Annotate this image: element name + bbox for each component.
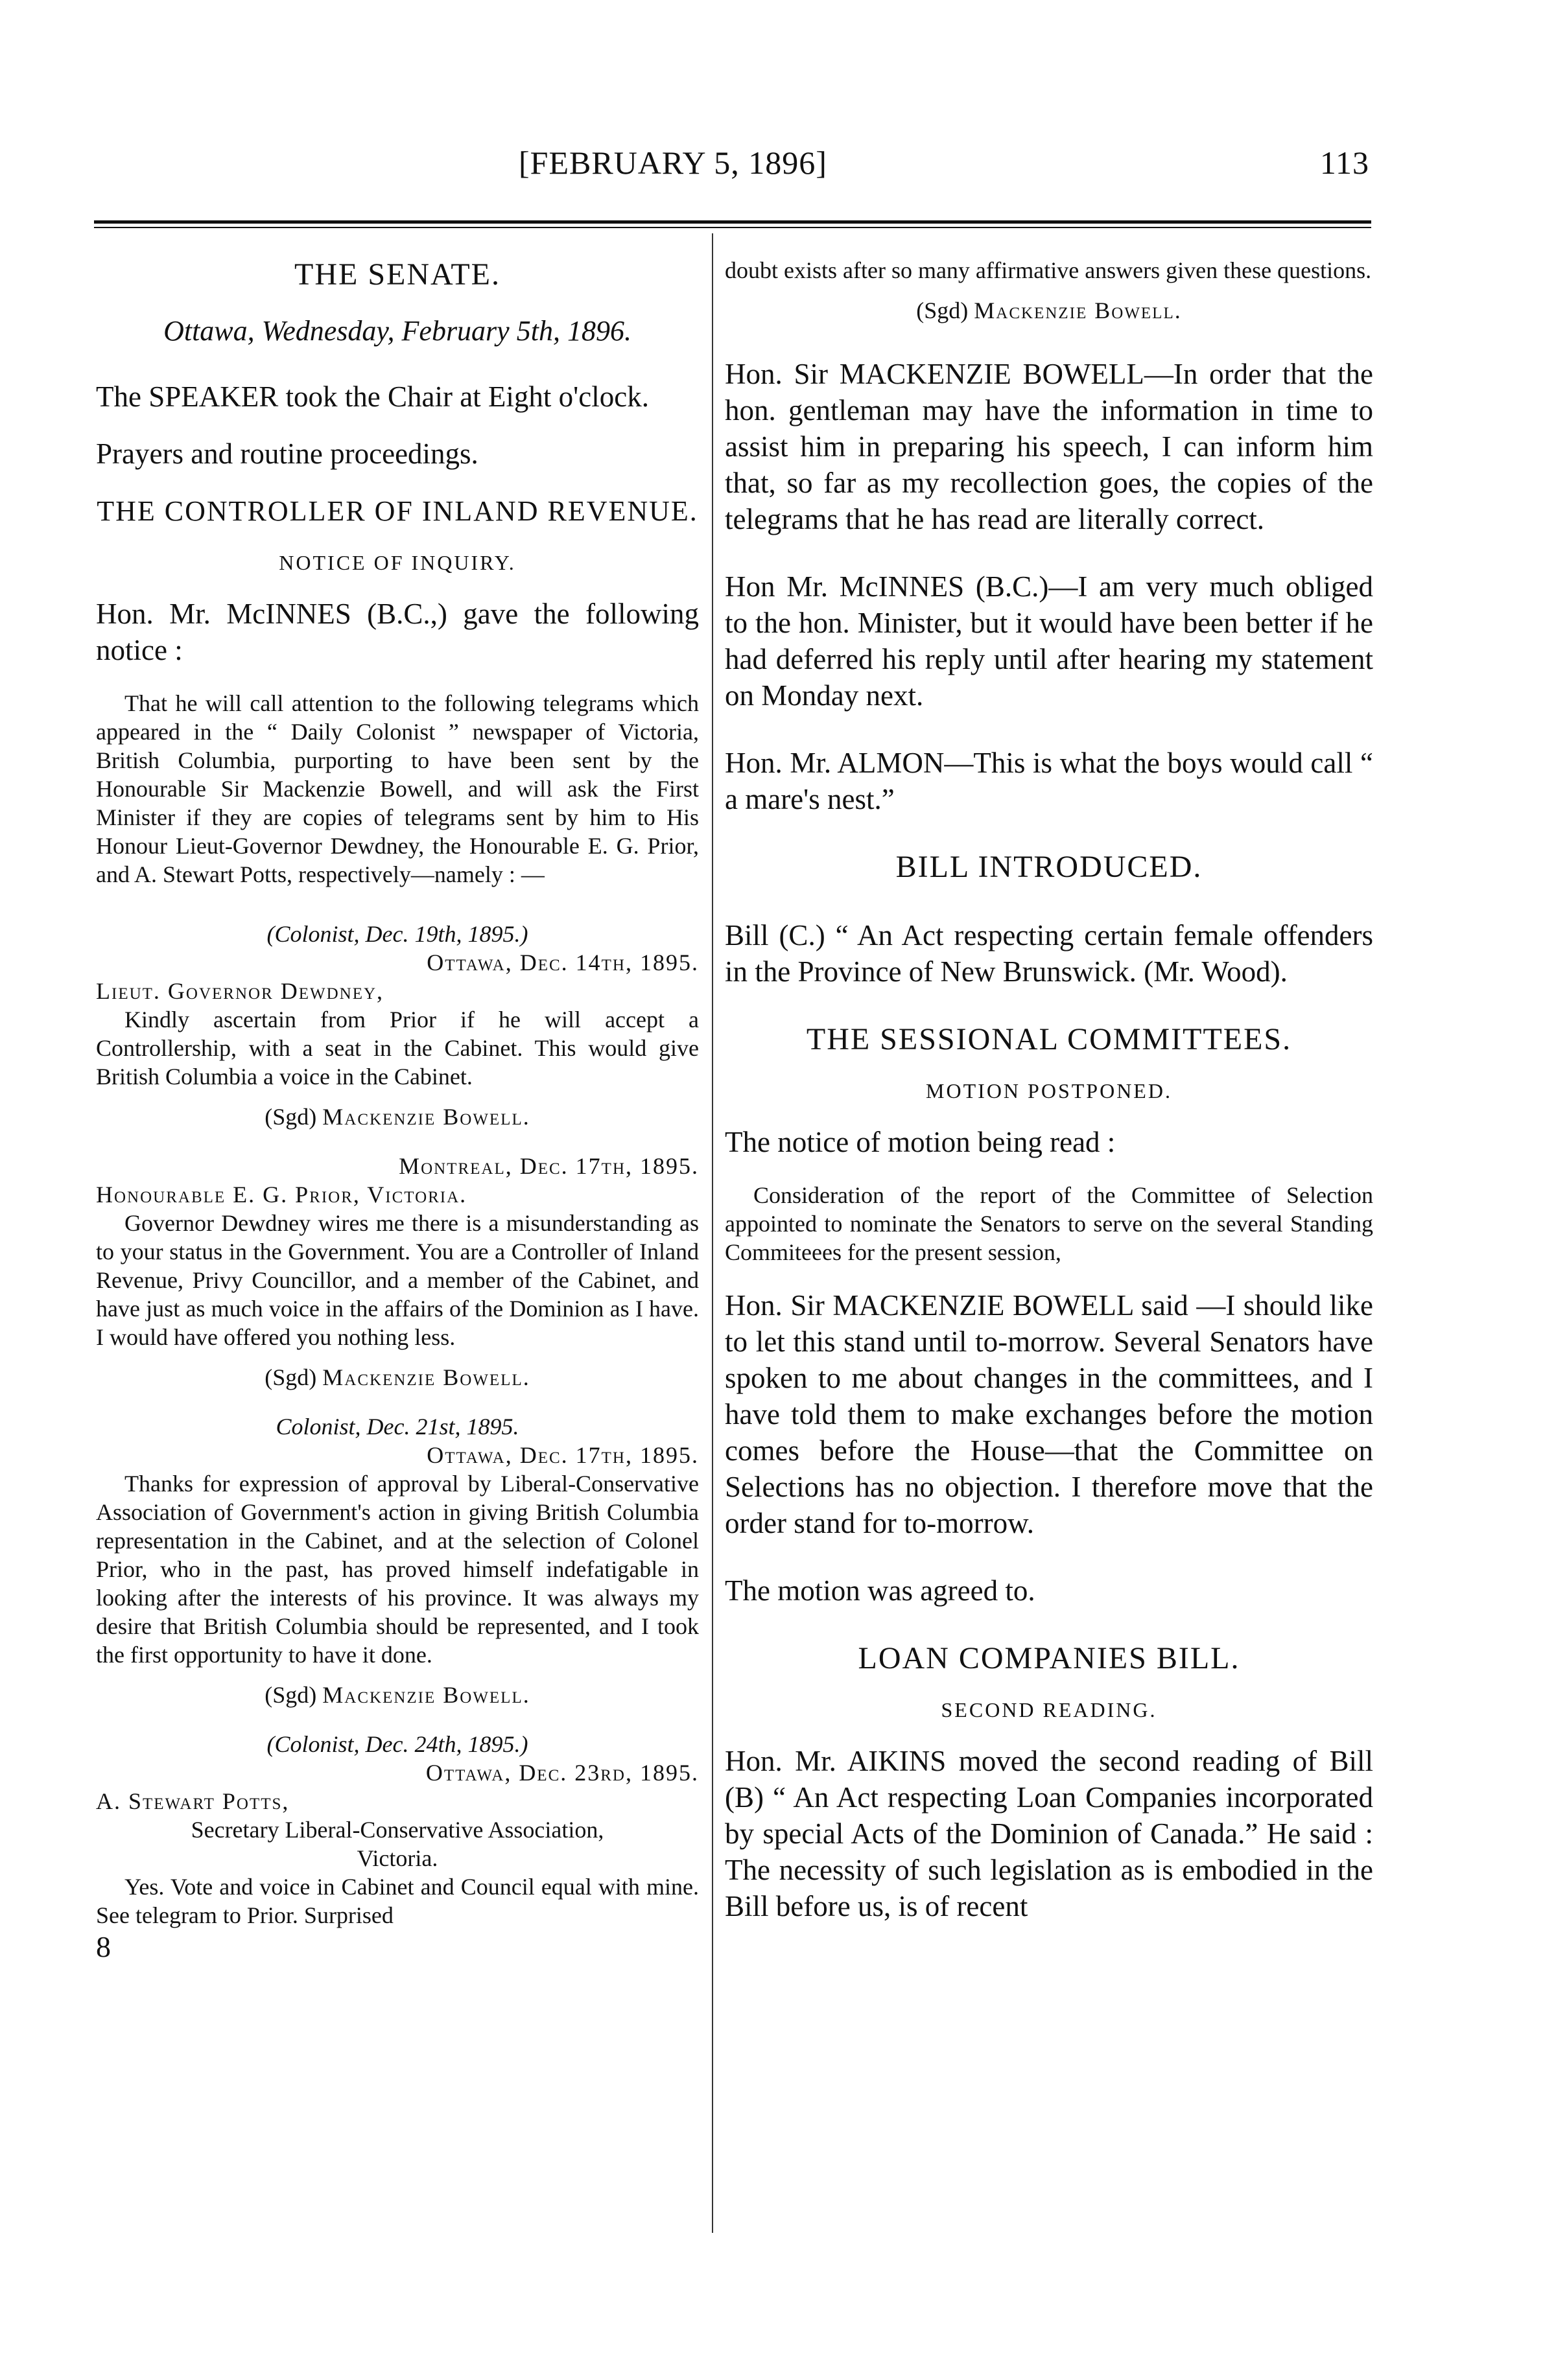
telegram-4-addressee-line3: Victoria. <box>357 1845 438 1871</box>
signature-prefix: (Sgd) <box>265 1682 317 1708</box>
heading-bill-introduced: BILL INTRODUCED. <box>895 850 1203 884</box>
signature-mark: 8 <box>96 1930 111 1963</box>
para-mcinnes-2: Hon Mr. McINNES (B.C.)—I am very much obliged to the hon. Minister, but it would have been better if he had deferred his reply until after hearing my statement on Monday next. <box>725 570 1373 712</box>
telegram-4-place: Ottawa, Dec. 23rd, 1895. <box>425 1760 699 1786</box>
para-prayers: Prayers and routine proceedings. <box>96 438 478 470</box>
subhead-motion-postponed: MOTION POSTPONED. <box>926 1079 1172 1102</box>
para-bill-c: Bill (C.) “ An Act respecting certain female offenders in the Province of New Brunswick. (Mr. Wood). <box>725 919 1373 988</box>
para-bowell-2: Hon. Sir MACKENZIE BOWELL said —I should like to let this stand until to-morrow. Several Senators have spoken to me about changes in the committees, and I have told them to make exchanges before the motion comes before the House—that the Committee on Selections has no objection. I therefore move that the order stand for to-morrow. <box>725 1289 1373 1539</box>
telegram-4-source: (Colonist, Dec. 24th, 1895.) <box>266 1731 528 1757</box>
subhead-second-reading: SECOND READING. <box>941 1698 1157 1721</box>
telegram-1-source: (Colonist, Dec. 19th, 1895.) <box>266 921 528 947</box>
para-speaker: The SPEAKER took the Chair at Eight o'clock. <box>96 380 649 413</box>
telegram-3-signature <box>96 1681 699 1709</box>
telegram-1-signature <box>96 1102 699 1131</box>
notice-text: That he will call attention to the following telegrams which appeared in the “ Daily Colonist ” newspaper of Victoria, British Columbia, purporting to have been sent by the Honourable Sir Mackenzie Bowell, and will ask the First Minister if they are copies of telegrams sent by him to His Honour Lieut-Governor Dewdney, the Honourable E. G. Prior, and A. Stewart Potts, respectively—namely : — <box>96 690 699 887</box>
telegram-3-body: Thanks for expression of approval by Liberal-Conservative Association of Government's action in giving British Columbia representation in the Cabinet, and at the selection of Colonel Prior, who in the past, has proved himself indefatigable in looking after the interests of his province. It was always my desire that British Columbia should be represented, and I took the first opportunity to have it done. <box>96 1471 699 1668</box>
telegram-1-place: Ottawa, Dec. 14th, 1895. <box>427 950 699 975</box>
motion-text: Consideration of the report of the Committee of Selection appointed to nominate the Senators to serve on the several Standing Commiteees for the present session, <box>725 1182 1373 1265</box>
heading-loan-companies: LOAN COMPANIES BILL. <box>858 1641 1240 1675</box>
para-aikins: Hon. Mr. AIKINS moved the second reading of Bill (B) “ An Act respecting Loan Companies incorporated by special Acts of the Dominion of Canada.” He said : The necessity of such legislation as is embodied in the Bill before us, is of recent <box>725 1745 1373 1922</box>
signature-prefix: (Sgd) <box>265 1104 317 1130</box>
para-notice-read: The notice of motion being read : <box>725 1126 1116 1158</box>
dateline: Ottawa, Wednesday, February 5th, 1896. <box>163 315 631 347</box>
header-rule-thin <box>94 227 1371 228</box>
telegram-4-addressee-line2: Secretary Liberal-Conservative Association, <box>191 1817 604 1843</box>
signature-name: Mackenzie Bowell. <box>322 1364 530 1390</box>
column-divider <box>712 233 713 2233</box>
telegram-3-source: Colonist, Dec. 21st, 1895. <box>276 1414 519 1440</box>
right-column <box>725 256 1373 1924</box>
para-bowell-1: Hon. Sir MACKENZIE BOWELL—In order that the hon. gentleman may have the information in time to assist him in preparing his speech, I can inform him that, so far as my recollection goes, the copies of the telegrams that he has read are literally correct. <box>725 358 1373 535</box>
telegram-3-place: Ottawa, Dec. 17th, 1895. <box>427 1442 699 1468</box>
para-agreed: The motion was agreed to. <box>725 1574 1035 1607</box>
telegram-2-place: Montreal, Dec. 17th, 1895. <box>399 1153 699 1179</box>
subhead-notice-inquiry: NOTICE OF INQUIRY. <box>279 551 516 574</box>
para-almon: Hon. Mr. ALMON—This is what the boys would call “ a mare's nest.” <box>725 747 1373 815</box>
telegram-1-body: Kindly ascertain from Prior if he will accept a Controllership, with a seat in the Cabinet. This would give British Columbia a voice in the Cabinet. <box>96 1007 699 1090</box>
signature-prefix: (Sgd) <box>265 1364 317 1390</box>
continued-signature <box>725 296 1373 325</box>
telegram-2-signature <box>96 1363 699 1392</box>
header-rule-thick <box>94 220 1371 224</box>
heading-sessional-committees: THE SESSIONAL COMMITTEES. <box>806 1022 1292 1056</box>
signature-name: Mackenzie Bowell. <box>322 1682 530 1708</box>
heading-controller: THE CONTROLLER OF INLAND REVENUE. <box>97 495 698 527</box>
header-date: [FEBRUARY 5, 1896] <box>519 145 827 181</box>
signature-name: Mackenzie Bowell. <box>322 1104 530 1130</box>
signature-prefix: (Sgd) <box>916 298 969 323</box>
telegram-1-addressee: Lieut. Governor Dewdney, <box>96 978 384 1004</box>
para-mcinnes: Hon. Mr. McINNES (B.C.,) gave the following notice : <box>96 598 699 666</box>
telegram-4-addressee: A. Stewart Potts, <box>96 1788 290 1814</box>
page-number: 113 <box>1319 145 1369 181</box>
telegram-4-body: Yes. Vote and voice in Cabinet and Council equal with mine. See telegram to Prior. Surprised <box>96 1874 699 1928</box>
left-column <box>96 256 699 1964</box>
telegram-2-body: Governor Dewdney wires me there is a misunderstanding as to your status in the Government. You are a Controller of Inland Revenue, Privy Councillor, and a member of the Cabinet, and have just as much voice in the affairs of the Dominion as I have. I would have offered you nothing less. <box>96 1210 699 1350</box>
telegram-2-addressee: Honourable E. G. Prior, Victoria. <box>96 1182 467 1208</box>
page-header <box>0 144 1556 183</box>
continued-text: doubt exists after so many affirmative answers given these questions. <box>725 257 1372 283</box>
signature-name: Mackenzie Bowell. <box>974 298 1182 323</box>
section-title: THE SENATE. <box>294 257 501 292</box>
